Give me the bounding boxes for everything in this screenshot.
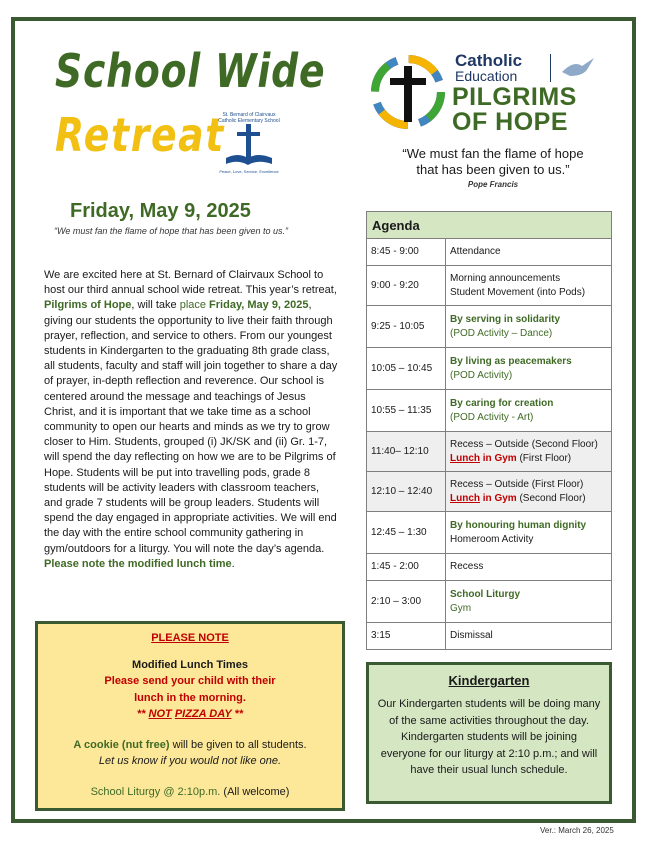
agenda-time: 12:45 – 1:30: [367, 512, 446, 554]
agenda-time: 9:00 - 9:20: [367, 266, 446, 306]
kindergarten-body: Our Kindergarten students will be doing many of the same activities throughout the day. Kindergarten students will be joining everyone for our liturgy at 2:10 p.m.; and will have their usual lunch schedule.: [377, 698, 601, 776]
agenda-time: 11:40– 12:10: [367, 432, 446, 472]
lunch-word: Lunch: [450, 492, 480, 504]
jubilee-circle-icon: [368, 52, 448, 132]
pope-quote-line2: that has been given to us.”: [416, 162, 570, 177]
activity-line2: Gym: [450, 602, 472, 614]
in-gym: in Gym: [480, 492, 517, 504]
table-row: [367, 432, 612, 472]
pilgrims-of-hope-logo: [368, 50, 618, 140]
table-row: [367, 623, 612, 650]
lunch-floor: (First Floor): [516, 452, 572, 464]
agenda-time: 3:15: [367, 623, 446, 650]
agenda-time: 12:10 – 12:40: [367, 472, 446, 512]
note-subtitle: Modified Lunch Times: [132, 658, 248, 671]
liturgy-rest: (All welcome): [220, 785, 290, 798]
pizza-post: **: [231, 708, 244, 720]
school-logo-motto: Peace, Love, Service, Excellence: [219, 169, 279, 174]
activity-line2: [450, 452, 607, 466]
please-note-box: [35, 621, 345, 811]
activity-line1: By serving in solidarity: [450, 313, 561, 325]
agenda-time: 10:55 – 11:35: [367, 390, 446, 432]
page-title-line2: Retreat: [55, 108, 225, 162]
note-liturgy-line: [38, 784, 342, 801]
table-row: [367, 266, 612, 306]
intro-paragraph: [44, 268, 340, 572]
brand-catholic: Catholic: [455, 51, 523, 70]
intro-theme: Pilgrims of Hope: [44, 299, 132, 312]
pizza-pre: **: [136, 708, 149, 720]
event-quote: “We must fan the flame of hope that has been given to us.”: [54, 226, 288, 236]
school-logo-name: St. Bernard of Clairvaux Catholic Elementary School: [218, 112, 280, 124]
table-row: [367, 239, 612, 266]
brand-education: Education: [455, 68, 518, 84]
agenda-time: 8:45 - 9:00: [367, 239, 446, 266]
agenda-activity: [446, 512, 612, 554]
note-line2: lunch in the morning.: [134, 691, 246, 704]
table-row: [367, 581, 612, 623]
intro-text-2: , will take: [131, 299, 180, 312]
intro-period: .: [231, 557, 235, 570]
event-date: Friday, May 9, 2025: [70, 200, 251, 222]
pope-quote-line1: “We must fan the flame of hope: [402, 146, 584, 161]
dove-icon: [560, 54, 596, 80]
table-row: [367, 472, 612, 512]
activity-line2: Student Movement (into Pods): [450, 286, 586, 298]
note-cookie-optout: Let us know if you would not like one.: [98, 755, 282, 767]
pope-author: Pope Francis: [467, 180, 519, 189]
liturgy-green: School Liturgy @ 2:10p.m.: [90, 785, 221, 798]
agenda-table: [366, 211, 612, 650]
intro-lunch-note: Please note the modified lunch time: [44, 557, 232, 570]
agenda-activity: Attendance: [446, 239, 612, 266]
table-row: [367, 554, 612, 581]
agenda-activity: [446, 266, 612, 306]
page-title-line1: School Wide: [55, 44, 326, 98]
activity-line1: By living as peacemakers: [450, 355, 572, 367]
intro-text-3: , giving our students the opportunity to live their faith through prayer, reflection, and service to others. From our youngest students in Kindergarten to the graduating 8th grade class, all students, faculty and staff will join together to share a day of prayer, in-depth reflection and reverence. Our school is centered around the message and teachings of Jesus Christ, and it is important that we take time as a school community to open our hearts and minds as we try to grow closer to Him. Students, grouped (i) JK/SK and (ii) Gr. 1-7, will spend the day reflecting on how we are to be Pilgrims of Hope. Students will be put into travelling pods, grade 8 students will be activity leaders with classroom teachers, and grade 7 students will be group leaders. Students will spend the day engaged in appropriate activities. We will end the day with the entire school community gathering in gym/outdoors for a liturgy. You will note the day’s agenda.: [44, 299, 338, 555]
activity-line1: Morning announcements: [450, 272, 561, 284]
activity-line1: Recess – Outside (First Floor): [450, 478, 584, 490]
table-row: [367, 512, 612, 554]
activity-line2: [450, 492, 607, 506]
activity-line2: Homeroom Activity: [450, 533, 534, 545]
agenda-time: 2:10 – 3:00: [367, 581, 446, 623]
in-gym: in Gym: [480, 452, 517, 464]
activity-line1: School Liturgy: [450, 588, 520, 600]
agenda-activity: [446, 390, 612, 432]
lunch-word: Lunch: [450, 452, 480, 464]
agenda-activity: [446, 306, 612, 348]
cross-book-icon: [218, 112, 280, 176]
note-cookie-line: [38, 737, 342, 754]
table-row: [367, 306, 612, 348]
table-row: [367, 348, 612, 390]
agenda-time: 9:25 - 10:05: [367, 306, 446, 348]
pizza-not: NOT: [148, 708, 172, 720]
activity-line2: (POD Activity - Art): [450, 411, 534, 423]
cookie-bold: A cookie (nut free): [73, 738, 170, 751]
intro-place-word: place: [179, 299, 206, 312]
kindergarten-box: [366, 662, 612, 804]
activity-line1: By honouring human dignity: [450, 519, 587, 531]
agenda-activity: Recess: [446, 554, 612, 581]
version-label: Ver.: March 26, 2025: [540, 826, 614, 835]
activity-line1: Recess – Outside (Second Floor): [450, 438, 598, 450]
agenda-activity: Dismissal: [446, 623, 612, 650]
agenda-activity: [446, 472, 612, 512]
table-row: [367, 390, 612, 432]
pizza-word: PIZZA DAY: [174, 708, 232, 720]
agenda-time: 10:05 – 10:45: [367, 348, 446, 390]
agenda-activity: [446, 581, 612, 623]
intro-text-1: We are excited here at St. Bernard of Clairvaux School to host our third annual school wide retreat. This year’s retreat,: [44, 269, 337, 297]
agenda-title: Agenda: [367, 212, 612, 239]
note-title: PLEASE NOTE: [151, 632, 229, 644]
kindergarten-title: Kindergarten: [448, 673, 530, 688]
school-crest-logo: [218, 112, 280, 176]
cookie-rest: will be given to all students.: [169, 738, 307, 751]
note-line1: Please send your child with their: [104, 675, 276, 687]
agenda-header-row: [367, 212, 612, 239]
note-pizza-line: [38, 706, 342, 723]
brand-pilgrims: PILGRIMS: [452, 83, 577, 111]
agenda-activity: [446, 348, 612, 390]
activity-line2: (POD Activity): [450, 369, 513, 381]
pope-quote: [368, 146, 618, 178]
brand-divider: [550, 54, 551, 82]
agenda-activity: [446, 432, 612, 472]
activity-line1: By caring for creation: [450, 397, 554, 409]
lunch-floor: (Second Floor): [516, 492, 586, 504]
brand-of-hope: OF HOPE: [452, 108, 569, 136]
intro-date: Friday, May 9, 2025: [206, 299, 309, 312]
agenda-time: 1:45 - 2:00: [367, 554, 446, 581]
activity-line2: (POD Activity – Dance): [450, 327, 553, 339]
